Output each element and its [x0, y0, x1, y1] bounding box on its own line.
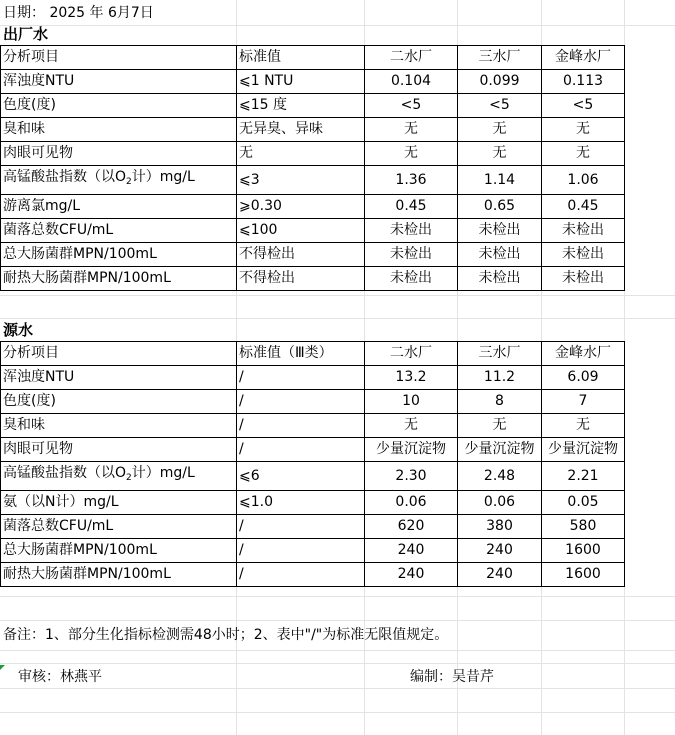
value-cell: 无	[458, 142, 542, 166]
item-cell: 游离氯mg/L	[1, 195, 237, 219]
header-cell: 金峰水厂	[542, 46, 625, 70]
value-cell: 240	[458, 563, 542, 587]
value-cell: 1.14	[458, 166, 542, 195]
item-cell: 总大肠菌群MPN/100mL	[1, 243, 237, 267]
table-row	[1, 462, 625, 491]
standard-cell: ⩽1 NTU	[237, 70, 365, 94]
value-cell: 未检出	[458, 267, 542, 291]
value-cell: 无	[542, 414, 625, 438]
item-cell: 耐热大肠菌群MPN/100mL	[1, 267, 237, 291]
value-cell: 0.05	[542, 491, 625, 515]
finished-water-table	[0, 45, 625, 291]
reviewer-label: 审核：林燕平	[18, 669, 102, 685]
value-cell: 240	[365, 539, 458, 563]
table-row	[1, 243, 625, 267]
value-cell: 6.09	[542, 366, 625, 390]
editor-label: 编制：吴昔芹	[410, 669, 494, 685]
header-cell: 金峰水厂	[542, 342, 625, 366]
header-cell: 标准值	[237, 46, 365, 70]
standard-cell: ⩽15 度	[237, 94, 365, 118]
table-row	[1, 414, 625, 438]
item-cell: 肉眼可见物	[1, 438, 237, 462]
value-cell: <5	[542, 94, 625, 118]
value-cell: 1600	[542, 539, 625, 563]
item-cell: 菌落总数CFU/mL	[1, 515, 237, 539]
value-cell: 未检出	[365, 243, 458, 267]
value-cell: 未检出	[458, 243, 542, 267]
report-date: 日期： 2025 年 6月7日	[3, 5, 154, 21]
value-cell: 2.48	[458, 462, 542, 491]
value-cell: 无	[458, 118, 542, 142]
value-cell: 580	[542, 515, 625, 539]
value-cell: 无	[365, 118, 458, 142]
value-cell: 1600	[542, 563, 625, 587]
item-cell: 浑浊度NTU	[1, 366, 237, 390]
item-cell: 总大肠菌群MPN/100mL	[1, 539, 237, 563]
value-cell: 0.113	[542, 70, 625, 94]
standard-cell: /	[237, 539, 365, 563]
value-cell: 少量沉淀物	[365, 438, 458, 462]
value-cell: 240	[365, 563, 458, 587]
header-cell: 分析项目	[1, 46, 237, 70]
standard-cell: /	[237, 366, 365, 390]
item-cell: 菌落总数CFU/mL	[1, 219, 237, 243]
standard-cell: /	[237, 515, 365, 539]
header-cell: 三水厂	[458, 342, 542, 366]
item-subscript: 2	[126, 177, 132, 187]
table-row	[1, 142, 625, 166]
standard-cell: 不得检出	[237, 267, 365, 291]
value-cell: 未检出	[365, 219, 458, 243]
value-cell: 8	[458, 390, 542, 414]
value-cell: 0.099	[458, 70, 542, 94]
item-cell: 肉眼可见物	[1, 142, 237, 166]
value-cell: 未检出	[365, 267, 458, 291]
item-text-suffix: 计）mg/L	[131, 465, 195, 481]
standard-cell: 无	[237, 142, 365, 166]
value-cell: 0.06	[458, 491, 542, 515]
value-cell: 13.2	[365, 366, 458, 390]
table-row	[1, 267, 625, 291]
header-cell: 二水厂	[365, 342, 458, 366]
value-cell: 未检出	[542, 219, 625, 243]
table-row	[1, 515, 625, 539]
value-cell: 未检出	[542, 267, 625, 291]
value-cell: 380	[458, 515, 542, 539]
header-cell: 标准值（Ⅲ类）	[237, 342, 365, 366]
value-cell: 无	[365, 414, 458, 438]
table-row	[1, 563, 625, 587]
standard-cell: ⩽3	[237, 166, 365, 195]
value-cell: <5	[365, 94, 458, 118]
table-row	[1, 118, 625, 142]
value-cell: 无	[365, 142, 458, 166]
value-cell: 少量沉淀物	[542, 438, 625, 462]
table-row	[1, 491, 625, 515]
table-row	[1, 438, 625, 462]
item-cell: 色度(度)	[1, 94, 237, 118]
footnote: 备注：1、部分生化指标检测需48小时；2、表中"/"为标准无限值规定。	[3, 627, 449, 643]
standard-cell: /	[237, 390, 365, 414]
standard-cell: ⩽6	[237, 462, 365, 491]
table-row	[1, 366, 625, 390]
value-cell: 无	[542, 118, 625, 142]
table-row	[1, 195, 625, 219]
standard-cell: /	[237, 414, 365, 438]
value-cell: 少量沉淀物	[458, 438, 542, 462]
item-cell: 氨（以N计）mg/L	[1, 491, 237, 515]
item-cell	[1, 462, 237, 491]
item-text: 高锰酸盐指数（以O	[3, 465, 127, 481]
value-cell: 2.30	[365, 462, 458, 491]
value-cell: 未检出	[542, 243, 625, 267]
item-cell: 臭和味	[1, 414, 237, 438]
standard-cell: ⩽1.0	[237, 491, 365, 515]
value-cell: 2.21	[542, 462, 625, 491]
value-cell: 10	[365, 390, 458, 414]
section-title-raw-water: 源水	[3, 321, 34, 339]
value-cell: 0.65	[458, 195, 542, 219]
value-cell: 1.06	[542, 166, 625, 195]
value-cell: 0.104	[365, 70, 458, 94]
value-cell: 0.06	[365, 491, 458, 515]
standard-cell: 不得检出	[237, 243, 365, 267]
table-row	[1, 219, 625, 243]
raw-water-table	[0, 341, 625, 587]
standard-cell: ⩽100	[237, 219, 365, 243]
value-cell: 11.2	[458, 366, 542, 390]
standard-cell: ⩾0.30	[237, 195, 365, 219]
standard-cell: 无异臭、异味	[237, 118, 365, 142]
table-header-row	[1, 342, 625, 366]
cell-comment-marker	[0, 665, 5, 670]
value-cell: 620	[365, 515, 458, 539]
item-text: 高锰酸盐指数（以O	[3, 169, 127, 185]
item-cell: 浑浊度NTU	[1, 70, 237, 94]
value-cell: 无	[542, 142, 625, 166]
item-subscript: 2	[126, 473, 132, 483]
table-header-row	[1, 46, 625, 70]
table-row	[1, 390, 625, 414]
value-cell: 0.45	[365, 195, 458, 219]
standard-cell: /	[237, 563, 365, 587]
value-cell: 未检出	[458, 219, 542, 243]
item-text-suffix: 计）mg/L	[131, 169, 195, 185]
item-cell: 色度(度)	[1, 390, 237, 414]
table-row	[1, 166, 625, 195]
value-cell: 无	[458, 414, 542, 438]
section-title-finished-water: 出厂水	[3, 25, 49, 43]
item-cell: 耐热大肠菌群MPN/100mL	[1, 563, 237, 587]
table-row	[1, 94, 625, 118]
header-cell: 二水厂	[365, 46, 458, 70]
header-cell: 三水厂	[458, 46, 542, 70]
value-cell: 1.36	[365, 166, 458, 195]
item-cell	[1, 166, 237, 195]
header-cell: 分析项目	[1, 342, 237, 366]
item-cell: 臭和味	[1, 118, 237, 142]
standard-cell: /	[237, 438, 365, 462]
value-cell: <5	[458, 94, 542, 118]
table-row	[1, 539, 625, 563]
table-row	[1, 70, 625, 94]
value-cell: 0.45	[542, 195, 625, 219]
value-cell: 240	[458, 539, 542, 563]
value-cell: 7	[542, 390, 625, 414]
